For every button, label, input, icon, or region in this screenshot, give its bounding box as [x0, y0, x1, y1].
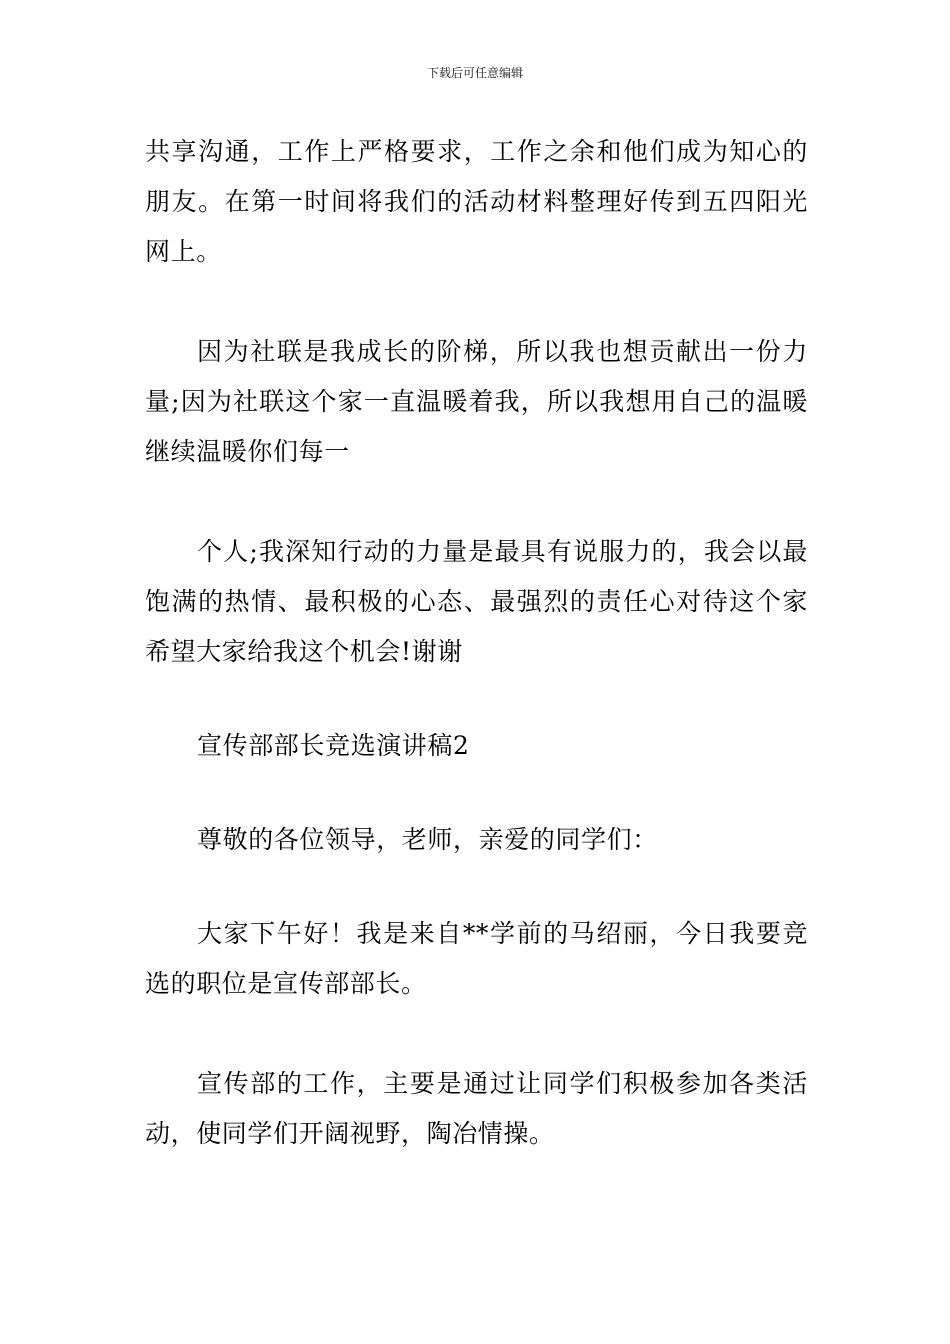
section-title: 宣传部部长竞选演讲稿2 — [197, 731, 470, 760]
salutation: 尊敬的各位领导，老师，亲爱的同学们： — [197, 825, 658, 854]
paragraph-motivation: 因为社联是我成长的阶梯，所以我也想贡献出一份力量;因为社联这个家一直温暖着我，所以我想用自己的温暖继续温暖你们每一 — [145, 337, 808, 466]
paragraph-continuation: 共享沟通，工作上严格要求，工作之余和他们成为知心的朋友。在第一时间将我们的活动材料整理好传到五四阳光网上。 — [145, 137, 808, 266]
paragraph-department-work: 宣传部的工作，主要是通过让同学们积极参加各类活动，使同学们开阔视野，陶冶情操。 — [145, 1069, 808, 1148]
paragraph-commitment: 个人;我深知行动的力量是最具有说服力的，我会以最饱满的热情、最积极的心态、最强烈的责任心对待这个家希望大家给我这个机会!谢谢 — [145, 537, 808, 666]
page-header-note: 下载后可任意编辑 — [426, 66, 523, 80]
paragraph-greeting: 大家下午好！我是来自**学前的马绍丽，今日我要竞选的职位是宣传部部长。 — [145, 919, 808, 998]
document-body — [145, 127, 808, 1159]
